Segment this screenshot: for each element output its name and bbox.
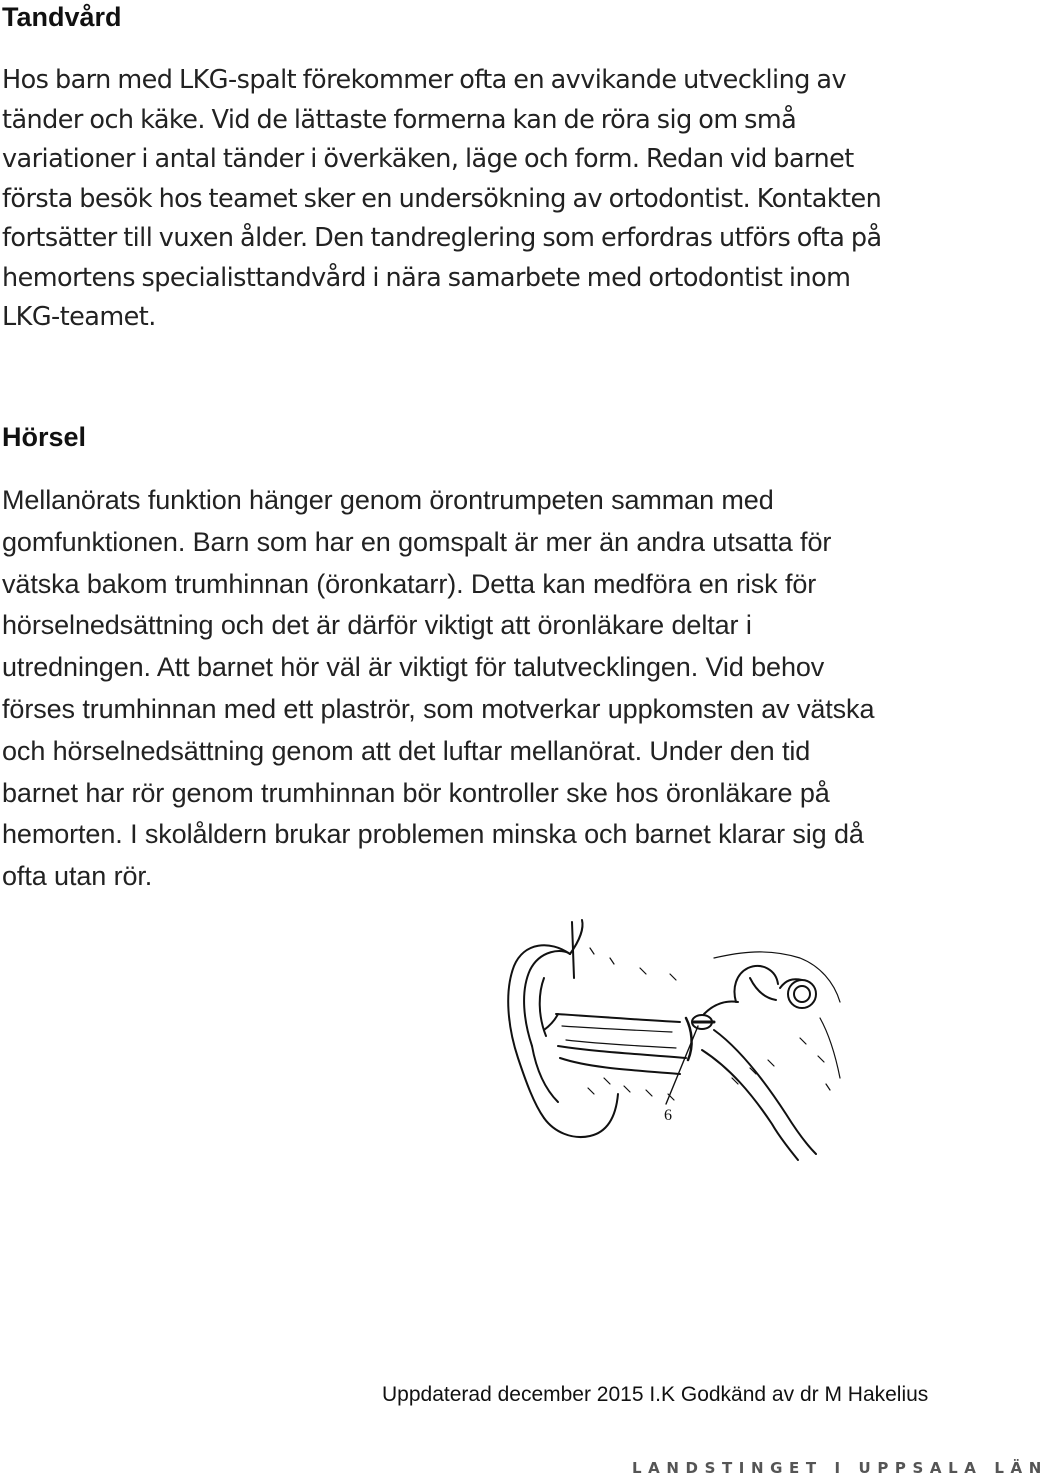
text-line: hörselnedsättning och det är därför viktigt att öronläkare deltar i <box>2 610 752 641</box>
heading-tandvard: Tandvård <box>2 2 122 32</box>
ear-drawing-svg <box>500 918 850 1163</box>
text-line: tänder och käke. Vid de lättaste formerna kan de röra sig om små <box>2 104 797 135</box>
text-line: Mellanörats funktion hänger genom örontrumpeten samman med <box>2 485 774 515</box>
text-line: hemortens specialisttandvård i nära samarbete med ortodontist inom <box>2 262 851 293</box>
text-line: utredningen. Att barnet hör väl är viktigt för talutvecklingen. Vid behov <box>2 652 825 683</box>
text-line: och hörselnedsättning genom att det luftar mellanörat. Under den tid <box>2 735 811 766</box>
text-line: första besök hos teamet sker en undersökning av ortodontist. Kontakten <box>2 183 882 214</box>
text-line: hemorten. I skolåldern brukar problemen minska och barnet klarar sig då <box>2 819 864 850</box>
text-line: vätska bakom trumhinnan (öronkatarr). Detta kan medföra en risk för <box>2 568 817 599</box>
text-line: förses trumhinnan med ett plaströr, som motverkar uppkomsten av vätska <box>2 693 875 724</box>
text-line: fortsätter till vuxen ålder. Den tandreglering som erfordras utförs ofta på <box>2 223 882 253</box>
paragraph-horsel <box>2 480 958 898</box>
footer-brand-logo: LANDSTINGET I UPPSALA LÄN <box>632 1459 1048 1477</box>
text-line: LKG-teamet. <box>2 302 156 332</box>
footer-update-note: Uppdaterad december 2015 I.K Godkänd av dr M Hakelius <box>382 1383 929 1406</box>
paragraph-tandvard <box>2 61 958 338</box>
text-line: gomfunktionen. Barn som har en gomspalt är mer än andra utsatta för <box>2 526 832 557</box>
ear-anatomy-illustration <box>500 918 850 1163</box>
text-line: Hos barn med LKG-spalt förekommer ofta en avvikande utveckling av <box>2 65 847 95</box>
text-line: ofta utan rör. <box>2 861 153 892</box>
heading-horsel: Hörsel <box>2 422 87 452</box>
text-line: barnet har rör genom trumhinnan bör kontroller ske hos öronläkare på <box>2 777 830 808</box>
figure-label: 6 <box>664 1107 672 1124</box>
text-line: variationer i antal tänder i överkäken, läge och form. Redan vid barnet <box>2 144 854 174</box>
